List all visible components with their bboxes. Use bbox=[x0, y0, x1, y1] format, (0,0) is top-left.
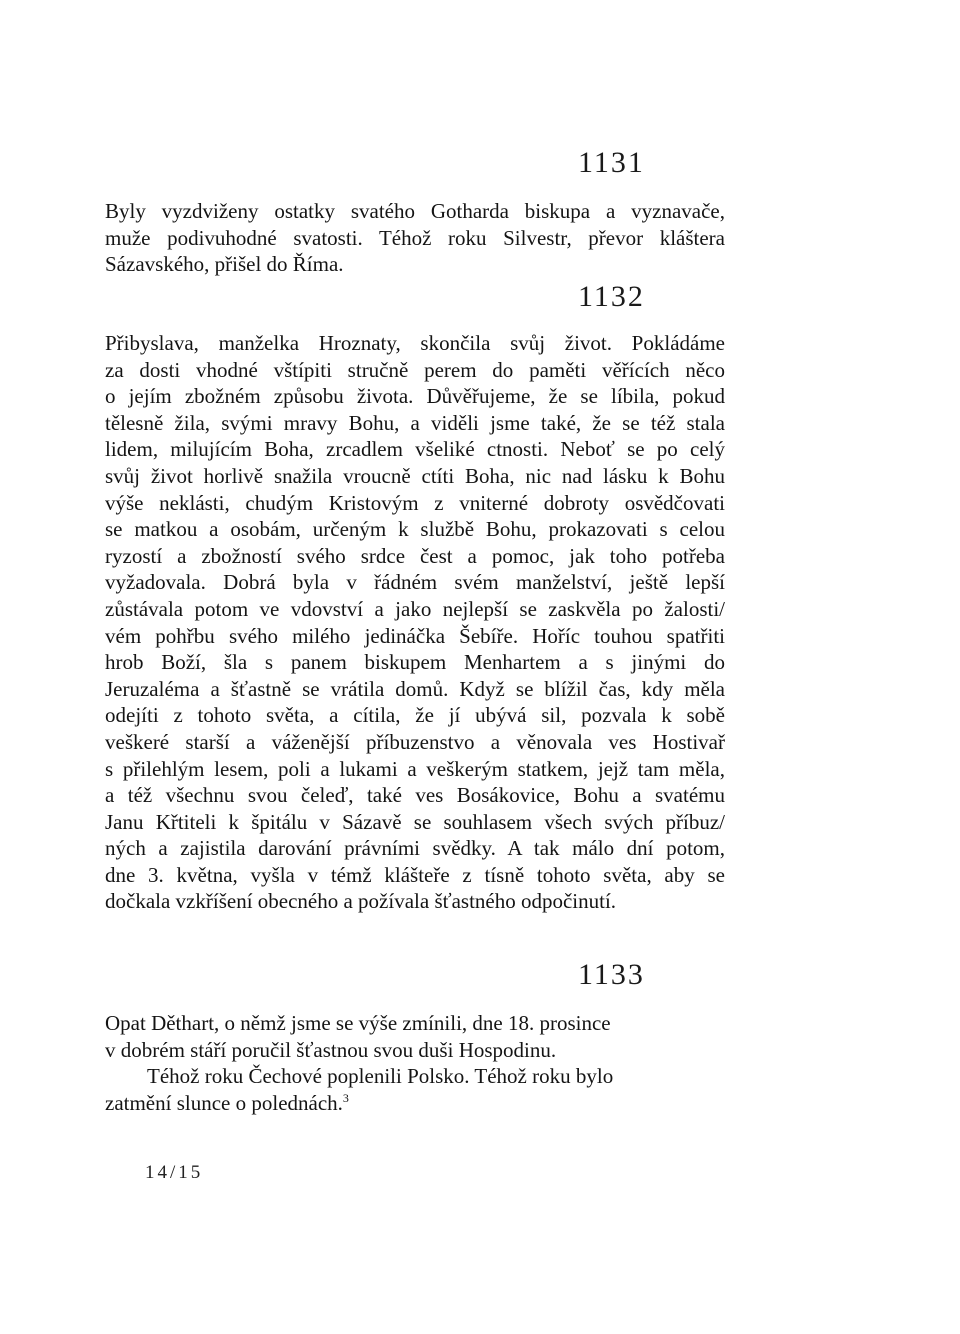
text-line: Janu Křtiteli k špitálu v Sázavě se souhlasem všech svých příbuz/ bbox=[105, 809, 725, 834]
entry-1132 bbox=[105, 330, 725, 915]
text-line: veškeré starší a váženější příbuzenstvo a věnovala ves Hostivař bbox=[105, 729, 725, 754]
text-line: odejíti z tohoto světa, a cítila, že jí ubývá sil, pozvala k sobě bbox=[105, 703, 725, 728]
text-line: se matkou a osobám, určeným k službě Bohu, prokazovati s celou bbox=[105, 517, 725, 542]
text-line: Sázavského, přišel do Říma. bbox=[105, 252, 344, 277]
text-line: hrob Boží, šla s panem biskupem Menhartem a s jinými do bbox=[105, 650, 725, 675]
text-line: Přibyslava, manželka Hroznaty, skončila svůj život. Pokládáme bbox=[105, 331, 725, 355]
footnote-reference: 3 bbox=[342, 1090, 349, 1105]
text-line: Byly vyzdviženy ostatky svatého Gotharda biskupa a vyznavače, bbox=[105, 199, 725, 223]
text-line: o jejím zbožném způsobu života. Důvěřujeme, že se líbila, pokud bbox=[105, 384, 725, 409]
text-line: Opat Děthart, o němž jsme se výše zmínili, dne 18. prosince bbox=[105, 1011, 611, 1035]
text-line: Téhož roku Čechové poplenili Polsko. Téhož roku bylo bbox=[147, 1064, 614, 1089]
year-heading-1133: 1133 bbox=[578, 958, 645, 991]
text-line-body: zatmění slunce o polednách. bbox=[105, 1090, 343, 1115]
entry-1133 bbox=[105, 1010, 665, 1116]
text-line: tělesně žila, svými mravy Bohu, a viděli jsme také, že se též stala bbox=[105, 410, 725, 435]
text-line: dne 3. května, vyšla v témž klášteře z tísně tohoto světa, aby se bbox=[105, 862, 725, 887]
year-heading-1131: 1131 bbox=[578, 146, 645, 179]
text-line: vém pohřbu svého milého jedináčka Šebíře. Hoříc touhou spatřiti bbox=[105, 623, 725, 648]
text-line: muže podivuhodné svatosti. Téhož roku Silvestr, převor kláštera bbox=[105, 225, 725, 250]
entry-1131 bbox=[105, 198, 725, 278]
page-signature: 14/15 bbox=[145, 1162, 204, 1183]
text-line: ných a zajistila darování právními svědky. A tak málo dní potom, bbox=[105, 836, 725, 861]
text-line: s přilehlým lesem, poli a lukami a veškerým statkem, jejž tam měla, bbox=[105, 756, 725, 781]
text-line: výše neklásti, chudým Kristovým z vniterné dobroty osvědčovati bbox=[105, 490, 725, 515]
text-line: a též všechnu svou čeleď, také ves Bosákovice, Bohu a svatému bbox=[105, 783, 725, 808]
year-heading-1132: 1132 bbox=[578, 280, 645, 313]
text-line: ryzostí a zbožností svého srdce čest a pomoc, jak toho potřeba bbox=[105, 543, 725, 568]
text-line: vyžadovala. Dobrá byla v řádném svém manželství, ještě lepší bbox=[105, 570, 725, 595]
text-line: zůstávala potom ve vdovství a jako nejlepší se zaskvěla po žalosti/ bbox=[105, 596, 725, 621]
text-line bbox=[105, 1090, 665, 1117]
text-line: za dosti vhodné vštípiti stručně perem do paměti věřících něco bbox=[105, 357, 725, 382]
text-line: svůj život horlivě snažila vroucně ctíti Boha, nic nad lásku k Bohu bbox=[105, 463, 725, 488]
text-line: lidem, milujícím Boha, zrcadlem všeliké ctnosti. Neboť se po celý bbox=[105, 437, 725, 462]
text-line: dočkala vzkříšení obecného a požívala šťastného odpočinutí. bbox=[105, 889, 617, 914]
text-line: Jeruzaléma a šťastně se vrátila domů. Když se blížil čas, kdy měla bbox=[105, 676, 725, 701]
text-line: v dobrém stáří poručil šťastnou svou duši Hospodinu. bbox=[105, 1037, 557, 1062]
